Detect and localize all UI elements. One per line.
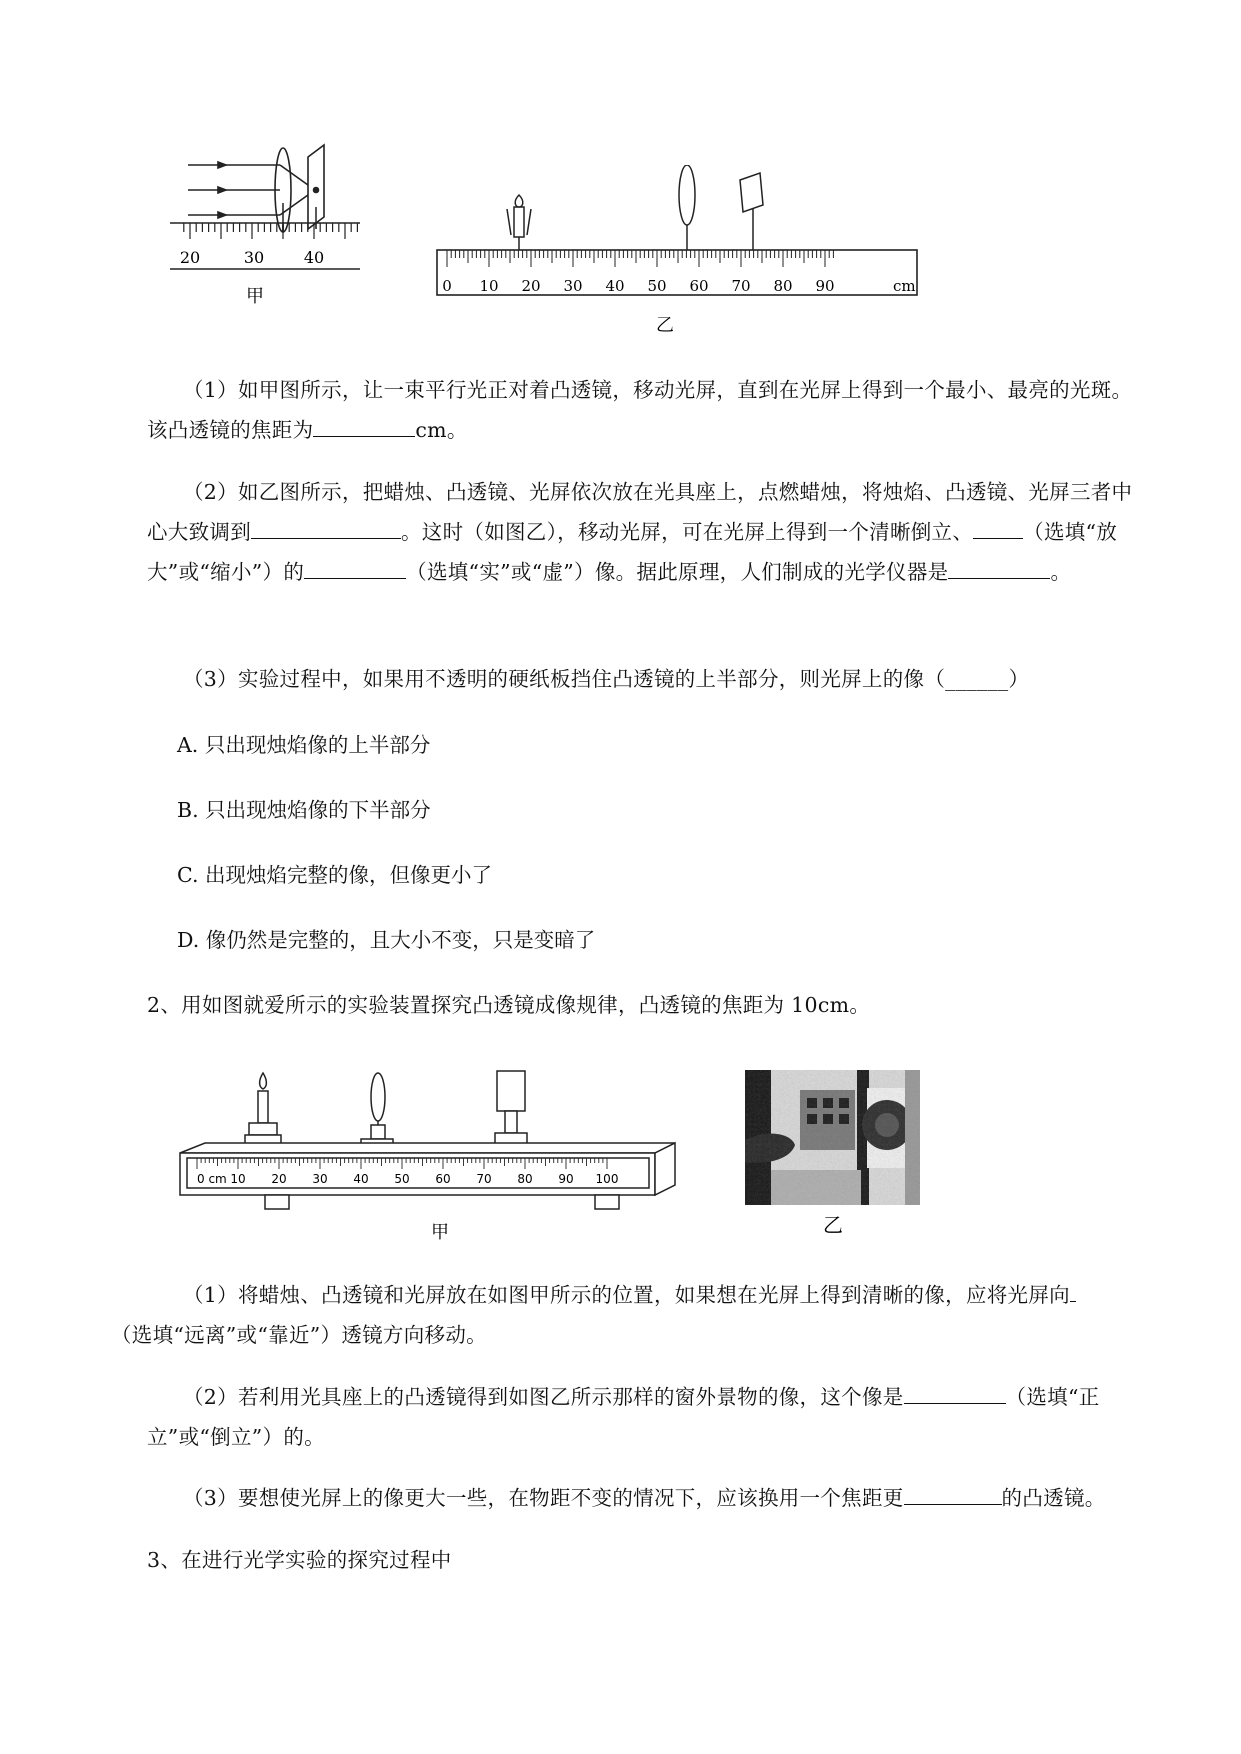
answer-blank[interactable] — [948, 558, 1050, 579]
option-a[interactable]: A. 只出现烛焰像的上半部分 — [177, 733, 431, 757]
q1-part3-text-a: （3）实验过程中，如果用不透明的硬纸板挡住凸透镜的上半部分，则光屏上的像（ — [183, 667, 946, 691]
q1-part1-unit: cm。 — [415, 418, 468, 442]
answer-blank[interactable] — [1070, 1281, 1076, 1302]
unit-label: cm — [893, 277, 916, 295]
tick-label: 90 — [558, 1172, 574, 1186]
tick-label: 70 — [476, 1172, 492, 1186]
q2-part3-text-b: 的凸透镜。 — [1001, 1486, 1106, 1510]
figure-caption: 甲 — [431, 1222, 449, 1243]
tick-label: 20 — [179, 248, 201, 267]
figure-2-jia — [175, 1065, 685, 1265]
tick-label: 40 — [303, 248, 325, 267]
tick-label: 80 — [517, 1172, 533, 1186]
q1-part2-text-e: 。 — [1050, 560, 1072, 584]
answer-blank[interactable] — [313, 416, 415, 437]
q1-part1 — [147, 370, 1147, 450]
tick-label: 0 cm — [197, 1172, 227, 1186]
tick-label: 60 — [435, 1172, 451, 1186]
tick-label: 30 — [243, 248, 265, 267]
figure-caption: 甲 — [246, 286, 264, 307]
option-b[interactable]: B. 只出现烛焰像的下半部分 — [177, 798, 431, 822]
q2-part2-text-a: （2）若利用光具座上的凸透镜得到如图乙所示那样的窗外景物的像，这个像是 — [183, 1385, 904, 1409]
tick-label: 20 — [271, 1172, 287, 1186]
figure-1-yi — [435, 165, 925, 335]
figure-caption: 乙 — [656, 315, 674, 335]
tick-label: 80 — [773, 277, 793, 295]
q1-part2-text-b: 。这时（如图乙），移动光屏，可在光屏上得到一个清晰倒立、 — [401, 520, 974, 544]
q3-stem: 3、在进行光学实验的探究过程中 — [147, 1548, 452, 1572]
answer-blank[interactable] — [304, 558, 406, 579]
answer-blank[interactable]: ______ — [945, 667, 1009, 691]
tick-label: 60 — [689, 277, 709, 295]
q2-part1-text-b: （选填“远离”或“靠近”）透镜方向移动。 — [111, 1323, 487, 1347]
q2-part2 — [147, 1377, 1147, 1457]
tick-label: 30 — [312, 1172, 328, 1186]
q2-part1-text-a: （1）将蜡烛、凸透镜和光屏放在如图甲所示的位置，如果想在光屏上得到清晰的像，应将光屏向 — [183, 1283, 1070, 1307]
figure-2-yi — [745, 1070, 925, 1245]
answer-blank[interactable] — [251, 518, 401, 539]
answer-blank[interactable] — [904, 1484, 1002, 1505]
q2-stem: 2、用如图就爱所示的实验装置探究凸透镜成像规律，凸透镜的焦距为 10cm。 — [147, 993, 871, 1017]
tick-label: 50 — [394, 1172, 410, 1186]
tick-label: 10 — [479, 277, 499, 295]
tick-label: 20 — [521, 277, 541, 295]
option-d[interactable]: D. 像仍然是完整的，且大小不变，只是变暗了 — [177, 928, 596, 952]
q2-part2-text-b: （选填“正立”或“倒立”）的。 — [147, 1385, 1100, 1449]
q1-part3 — [147, 659, 1147, 699]
figure-1-jia — [170, 135, 410, 335]
tick-label: 40 — [353, 1172, 369, 1186]
q1-part2 — [147, 472, 1147, 592]
figure-caption: 乙 — [823, 1213, 843, 1237]
tick-label: 70 — [731, 277, 751, 295]
tick-label: 0 — [442, 277, 452, 295]
answer-blank[interactable] — [973, 518, 1023, 539]
option-c[interactable]: C. 出现烛焰完整的像，但像更小了 — [177, 863, 492, 887]
tick-label: 40 — [605, 277, 625, 295]
q1-part2-text-c: （选填“放大”或“缩小”）的 — [147, 520, 1118, 584]
q1-part3-text-c: ） — [1008, 667, 1030, 691]
q1-part2-text-d: （选填“实”或“虚”）像。据此原理，人们制成的光学仪器是 — [406, 560, 949, 584]
q1-part1-text: （1）如甲图所示，让一束平行光正对着凸透镜，移动光屏，直到在光屏上得到一个最小、最亮的光斑。该凸透镜的焦距为 — [147, 378, 1133, 442]
tick-label: 30 — [563, 277, 583, 295]
q2-part1 — [111, 1275, 1147, 1355]
q2-part3-text-a: （3）要想使光屏上的像更大一些，在物距不变的情况下，应该换用一个焦距更 — [183, 1486, 904, 1510]
tick-label: 90 — [815, 277, 835, 295]
tick-label: 10 — [230, 1172, 246, 1186]
q2-part3 — [147, 1478, 1147, 1518]
tick-label: 100 — [595, 1172, 619, 1186]
window-image-photo — [745, 1070, 920, 1205]
answer-blank[interactable] — [904, 1383, 1006, 1404]
q1-part2-text-a: （2）如乙图所示，把蜡烛、凸透镜、光屏依次放在光具座上，点燃蜡烛，将烛焰、凸透镜、光屏三者中心大致调到 — [147, 480, 1133, 544]
tick-label: 50 — [647, 277, 667, 295]
